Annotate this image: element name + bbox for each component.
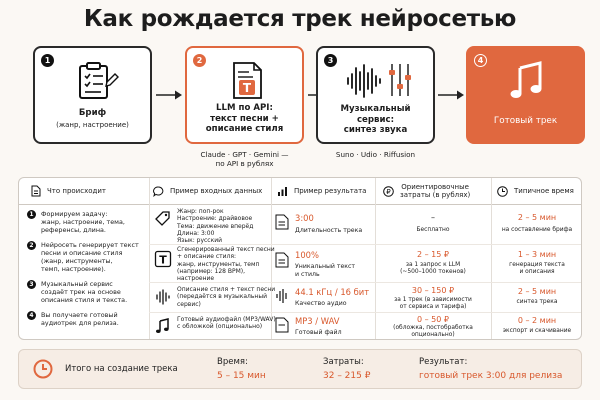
step-card-brief bbox=[33, 46, 152, 144]
music-services-note: Suno · Udio · Riffusion bbox=[335, 150, 416, 159]
summary-time-value: 5 – 15 мин bbox=[217, 371, 266, 381]
header-input: Пример входных данных bbox=[153, 178, 273, 204]
cost-value: 30 – 150 ₽ bbox=[411, 286, 455, 295]
time-value: 2 – 5 мин bbox=[517, 287, 557, 296]
ruble-coin-icon bbox=[383, 186, 394, 197]
time-value: 1 – 3 мин bbox=[517, 250, 557, 259]
file-icon bbox=[275, 317, 289, 333]
step-number: 4 bbox=[474, 54, 487, 67]
bar-chart-icon bbox=[277, 186, 288, 197]
time-value: 0 – 2 мин bbox=[517, 316, 557, 325]
step-number: 1 bbox=[41, 54, 54, 67]
input-example: Готовый аудиофайл (MP3/WAV) с обложкой (опционально) bbox=[177, 316, 276, 331]
music-note-icon bbox=[468, 60, 587, 100]
table-row-what: 3 Музыкальный сервис создаёт трек на основе описания стиля и текста. bbox=[27, 280, 145, 304]
result-value: 3:00 bbox=[295, 213, 314, 223]
summary-cost-value: 32 – 215 ₽ bbox=[323, 371, 371, 381]
cost-caption: за 1 трек (в зависимости от сервиса и тарифа) bbox=[394, 297, 472, 311]
header-cost: ₽ Ориентировочные затраты (в рублях) bbox=[383, 178, 487, 204]
result-value: 44.1 кГц / 16 бит bbox=[295, 287, 370, 297]
result-value: MP3 / WAV bbox=[295, 316, 340, 326]
time-caption: экспорт и скачивание bbox=[502, 328, 572, 334]
row-divider bbox=[149, 312, 581, 313]
file-icon bbox=[275, 252, 289, 268]
step-card-llm bbox=[185, 46, 304, 144]
document-icon bbox=[31, 185, 41, 197]
process-table bbox=[18, 177, 582, 340]
svg-text:₽: ₽ bbox=[386, 187, 391, 196]
cost-caption: (обложка, постобработка опционально) bbox=[393, 325, 473, 339]
cost-value: – bbox=[431, 213, 435, 222]
result-caption: Длительность трека bbox=[295, 227, 363, 234]
cost-value: 0 – 50 ₽ bbox=[417, 315, 449, 324]
arrow-right-icon bbox=[436, 89, 466, 101]
step-subtitle: (жанр, настроение) bbox=[56, 121, 129, 129]
step-title: Музыкальный сервис: синтез звука bbox=[340, 104, 411, 135]
clipboard-icon bbox=[35, 60, 154, 100]
time-caption: синтез трека bbox=[516, 299, 558, 305]
document-t-icon bbox=[187, 60, 306, 100]
step-title: Бриф bbox=[78, 108, 107, 118]
time-value: 2 – 5 мин bbox=[517, 213, 557, 222]
step-title: Готовый трек bbox=[493, 116, 558, 126]
llm-providers-note: Claude · GPT · Gemini — по API в рублях bbox=[200, 150, 289, 168]
summary-label: Итого на создание трека bbox=[65, 364, 178, 374]
header-time: Типичное время bbox=[497, 178, 581, 204]
result-caption: Готовый файл bbox=[295, 329, 342, 336]
summary-time-label: Время: bbox=[217, 357, 248, 367]
cost-caption: за 1 запрос к LLM (~500–1000 токенов) bbox=[400, 262, 466, 276]
page-title: Как рождается трек нейросетью bbox=[83, 6, 517, 32]
clock-icon bbox=[33, 359, 53, 379]
header-divider bbox=[19, 204, 581, 205]
step-card-ready-track bbox=[466, 46, 585, 144]
music-note-icon bbox=[154, 317, 172, 335]
time-caption: генерация текста и описания bbox=[509, 262, 565, 276]
summary-result-label: Результат: bbox=[419, 357, 468, 367]
svg-text:T: T bbox=[159, 253, 167, 267]
text-t-icon bbox=[154, 250, 172, 268]
step-title: LLM по API: текст песни + описание стиля bbox=[205, 103, 284, 134]
step-number: 3 bbox=[324, 54, 337, 67]
input-example: Описание стиля + текст песни (передаётся в музыкальный сервис) bbox=[177, 286, 276, 308]
arrow-right-icon bbox=[154, 89, 184, 101]
clock-icon bbox=[497, 186, 508, 197]
summary-result-value: готовый трек 3:00 для релиза bbox=[419, 371, 563, 381]
waveform-icon bbox=[275, 288, 289, 304]
input-example: Жанр: поп-рок Настроение: драйвовое Тема: движение вперёд Длина: 3:00 Язык: русский bbox=[177, 208, 254, 245]
waveform-sliders-icon bbox=[318, 60, 437, 100]
summary-cost-label: Затраты: bbox=[323, 357, 364, 367]
result-caption: Уникальный текст и стиль bbox=[295, 263, 356, 278]
tag-icon bbox=[154, 210, 172, 228]
result-caption: Качество аудио bbox=[295, 300, 347, 307]
table-row-what: 4 Вы получаете готовый аудиотрек для релиза. bbox=[27, 311, 145, 327]
cost-caption: Бесплатно bbox=[416, 227, 450, 233]
waveform-icon bbox=[154, 288, 172, 306]
header-what: Что происходит bbox=[31, 178, 149, 204]
step-number: 2 bbox=[193, 54, 206, 67]
time-caption: на составление брифа bbox=[501, 227, 573, 233]
svg-text:T: T bbox=[242, 81, 252, 95]
column-divider bbox=[149, 178, 150, 339]
chat-bubble-icon bbox=[153, 186, 164, 197]
result-value: 100% bbox=[295, 250, 319, 260]
input-example: Сгенерированный текст песни + описание стиля: жанр, инструменты, темп (например: 128 BPM), настроение bbox=[177, 246, 275, 283]
summary-bar bbox=[18, 349, 582, 389]
table-row-what: 1 Формируем задачу: жанр, настроение, тема, референсы, длина. bbox=[27, 210, 145, 234]
header-result: Пример результата bbox=[277, 178, 377, 204]
cost-value: 2 – 15 ₽ bbox=[417, 250, 449, 259]
step-card-music-service bbox=[316, 46, 435, 144]
table-row-what: 2 Нейросеть генерирует текст песни и описание стиля (жанр, инструменты, темп, настроение). bbox=[27, 241, 145, 273]
file-icon bbox=[275, 214, 289, 230]
